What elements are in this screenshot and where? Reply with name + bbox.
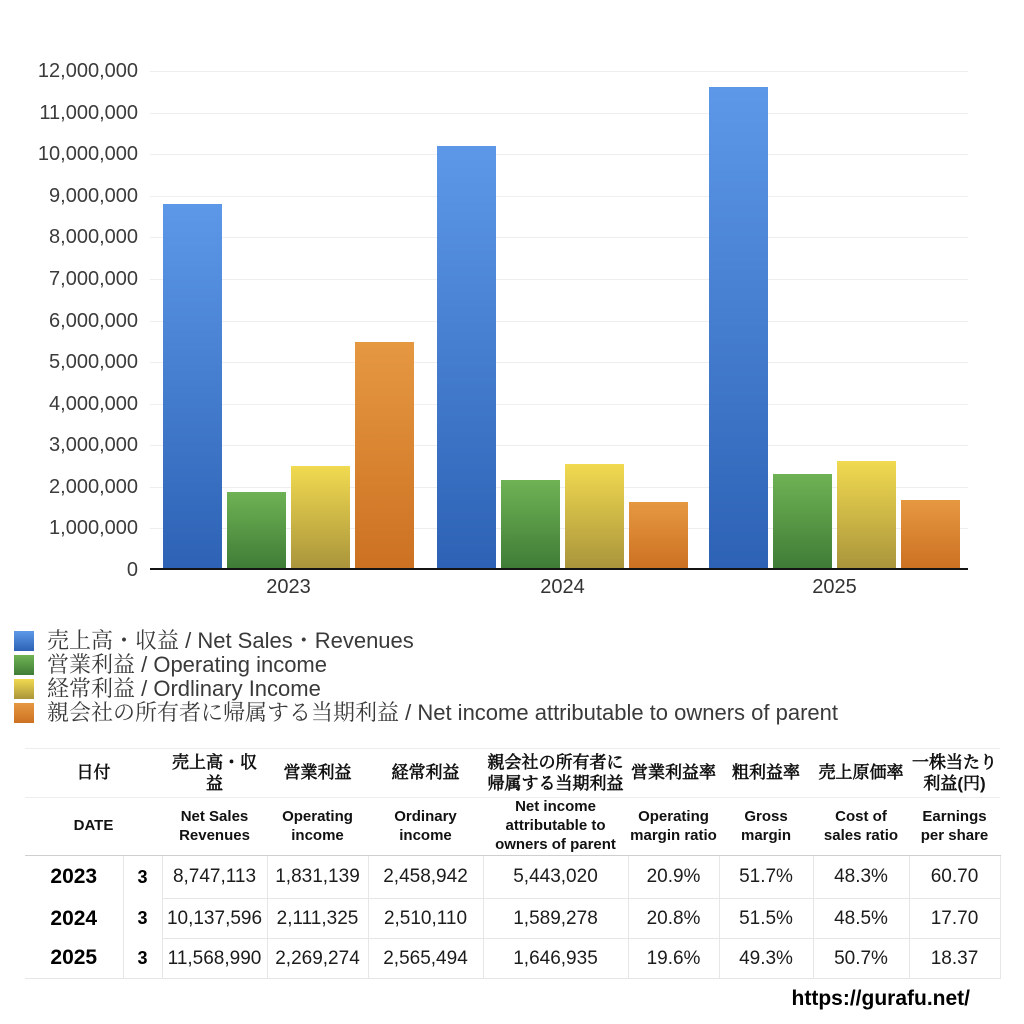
header-ja-earnings-per-share: 一株当たり利益(円) [909,749,1000,798]
table-cell-net-income: 5,443,020 [483,856,628,899]
y-tick-label: 11,000,000 [39,101,138,124]
bar-net-sales-revenues-2023 [163,204,222,568]
bar-group-2024 [437,146,688,568]
table-row-2023 [25,856,1000,899]
y-tick-label: 5,000,000 [49,351,138,374]
table-cell-net-income: 1,646,935 [483,939,628,979]
table-cell-month: 3 [123,856,162,899]
table-cell-ordinary-income: 2,565,494 [368,939,483,979]
header-en-cost-of-sales-ratio: Cost of sales ratio [813,798,909,856]
table-cell-ordinary-income: 2,510,110 [368,899,483,939]
table-cell-gross-margin: 49.3% [719,939,813,979]
y-tick-label: 8,000,000 [49,226,138,249]
table-cell-year: 2023 [25,856,123,899]
header-ja-net-sales-revenues: 売上高・収益 [162,749,267,798]
data-table [25,748,1001,979]
table-cell-cost-of-sales-ratio: 50.7% [813,939,909,979]
table-cell-cost-of-sales-ratio: 48.3% [813,856,909,899]
header-ja-date: 日付 [25,749,162,798]
y-tick-label: 9,000,000 [49,184,138,207]
table-row-2024 [25,899,1000,939]
bar-net-income-owners-of-parent-2024 [629,502,688,568]
x-tick-label-2025: 2025 [812,576,857,598]
legend-swatch-icon [14,679,34,699]
gridline [150,71,968,72]
y-tick-label: 2,000,000 [49,475,138,498]
table-cell-year: 2025 [25,939,123,979]
header-ja-gross-margin: 粗利益率 [719,749,813,798]
legend-swatch-icon [14,631,34,651]
table-cell-month: 3 [123,939,162,979]
header-en-earnings-per-share: Earnings per share [909,798,1000,856]
y-tick-label: 4,000,000 [49,392,138,415]
bar-ordinary-income-2025 [837,461,896,568]
table-cell-operating-margin-ratio: 20.9% [628,856,719,899]
legend-label: 営業利益 / Operating income [47,652,327,677]
table-cell-ordinary-income: 2,458,942 [368,856,483,899]
legend-item-net-income-owners-of-parent [14,701,838,725]
y-tick-label: 10,000,000 [37,143,138,166]
header-ja-cost-of-sales-ratio: 売上原価率 [813,749,909,798]
bar-ordinary-income-2024 [565,464,624,568]
table-cell-earnings-per-share: 17.70 [909,899,1000,939]
header-en-operating-margin-ratio: Operating margin ratio [628,798,719,856]
header-en-ordinary-income: Ordinary income [368,798,483,856]
bar-net-income-owners-of-parent-2025 [901,500,960,569]
bar-net-sales-revenues-2024 [437,146,496,568]
table-cell-operating-income: 2,269,274 [267,939,368,979]
legend-swatch-icon [14,703,34,723]
legend-item-ordinary-income [14,677,838,701]
x-tick-label-2023: 2023 [266,576,311,598]
header-en-net-sales-revenues: Net Sales Revenues [162,798,267,856]
table-cell-operating-margin-ratio: 20.8% [628,899,719,939]
x-tick-label-2024: 2024 [540,576,585,598]
site-url: https://gurafu.net/ [791,987,970,1010]
header-en-date: DATE [25,798,162,856]
legend-item-net-sales-revenues [14,629,838,653]
header-en-net-income: Net income attributable to owners of parent [483,798,628,856]
header-ja-operating-income: 営業利益 [267,749,368,798]
table-cell-year: 2024 [25,899,123,939]
table-cell-net-sales-revenues: 10,137,596 [162,899,267,939]
header-ja-ordinary-income: 経常利益 [368,749,483,798]
bar-operating-income-2023 [227,492,286,568]
y-tick-label: 12,000,000 [37,60,138,82]
legend-swatch-icon [14,655,34,675]
header-ja-operating-margin-ratio: 営業利益率 [628,749,719,798]
header-en-operating-income: Operating income [267,798,368,856]
y-tick-label: 0 [126,559,138,581]
table-cell-operating-margin-ratio: 19.6% [628,939,719,979]
table-cell-operating-income: 2,111,325 [267,899,368,939]
table-cell-operating-income: 1,831,139 [267,856,368,899]
table-cell-net-sales-revenues: 11,568,990 [162,939,267,979]
legend-label: 経常利益 / Ordlinary Income [47,676,321,701]
y-tick-label: 7,000,000 [49,267,138,290]
bar-net-sales-revenues-2025 [709,87,768,568]
table-row-2025 [25,939,1000,979]
chart-legend [14,629,838,725]
bar-net-income-owners-of-parent-2023 [355,342,414,568]
bar-operating-income-2025 [773,474,832,568]
table-cell-earnings-per-share: 18.37 [909,939,1000,979]
header-ja-net-income: 親会社の所有者に帰属する当期利益 [483,749,628,798]
bar-group-2023 [163,204,414,568]
y-tick-label: 6,000,000 [49,309,138,332]
legend-label: 売上高・収益 / Net Sales・Revenues [47,628,414,653]
header-en-gross-margin: Gross margin [719,798,813,856]
legend-item-operating-income [14,653,838,677]
bar-group-2025 [709,87,960,568]
legend-label: 親会社の所有者に帰属する当期利益 / Net income attributable to owners of parent [47,700,839,725]
table-cell-month: 3 [123,899,162,939]
table-cell-net-sales-revenues: 8,747,113 [162,856,267,899]
bar-operating-income-2024 [501,480,560,568]
y-tick-label: 1,000,000 [49,517,138,540]
y-tick-label: 3,000,000 [49,434,138,457]
table-cell-earnings-per-share: 60.70 [909,856,1000,899]
plot-area [150,71,968,570]
bar-ordinary-income-2023 [291,466,350,568]
table-cell-gross-margin: 51.7% [719,856,813,899]
table-cell-net-income: 1,589,278 [483,899,628,939]
table-cell-cost-of-sales-ratio: 48.5% [813,899,909,939]
table-cell-gross-margin: 51.5% [719,899,813,939]
